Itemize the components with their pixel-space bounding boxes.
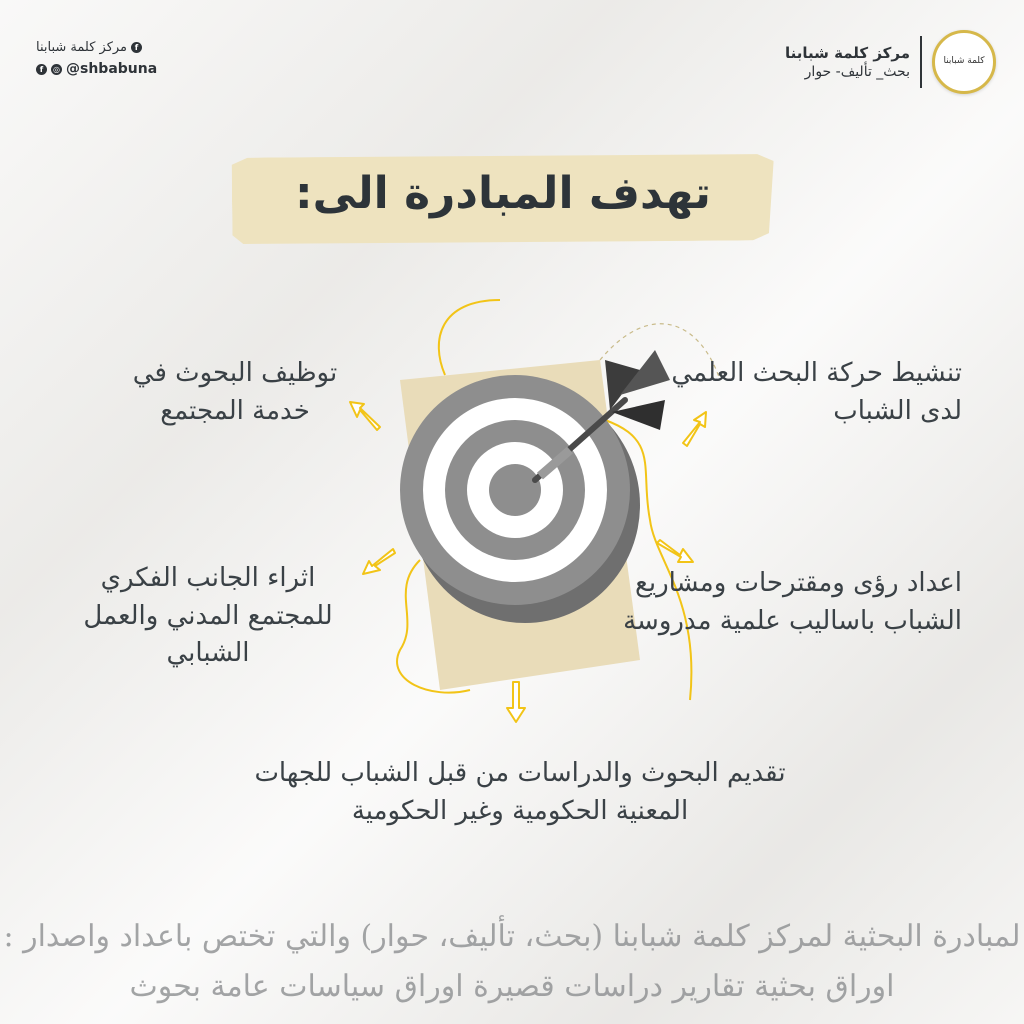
- brand-tagline: بحث_ تأليف- حوار: [804, 64, 910, 80]
- social-handle: @shbabuna: [66, 61, 158, 77]
- goal-submit-research: تقديم البحوث والدراسات من قبل الشباب للجهات المعنية الحكومية وغير الحكومية: [254, 758, 786, 826]
- facebook-icon: f: [131, 42, 142, 53]
- bottom-line-1: لمبادرة البحثية لمركز كلمة شبابنا (بحث، تأليف، حوار) والتي تختص باعداد واصدار :: [3, 919, 1021, 954]
- facebook-icon: f: [36, 64, 47, 75]
- instagram-icon: ◎: [51, 64, 62, 75]
- goal-youth-proposals: اعداد رؤى ومقترحات ومشاريع الشباب باساليب علمية مدروسة: [623, 568, 962, 636]
- page-title: تهدف المبادرة الى:: [295, 168, 711, 219]
- target-icon: [400, 375, 630, 605]
- bottom-description: [0, 912, 1024, 1024]
- logo-text: كلمة شبابنا: [943, 56, 985, 67]
- goal-research-community: توظيف البحوث في خدمة المجتمع: [132, 358, 338, 426]
- brand-name: مركز كلمة شبابنا: [784, 44, 910, 62]
- social-page-name: مركز كلمة شبابنا: [36, 40, 128, 55]
- bottom-line-2: اوراق بحثية تقارير دراسات قصيرة اوراق سياسات عامة بحوث: [129, 969, 895, 1004]
- arrow-down-left-icon: [363, 549, 395, 574]
- goal-enrich-thought: اثراء الجانب الفكري للمجتمع المدني والعمل الشبابي: [83, 563, 333, 669]
- goal-research-activation: تنشيط حركة البحث العلمي لدى الشباب: [671, 358, 962, 426]
- arrow-down-icon: [507, 682, 525, 722]
